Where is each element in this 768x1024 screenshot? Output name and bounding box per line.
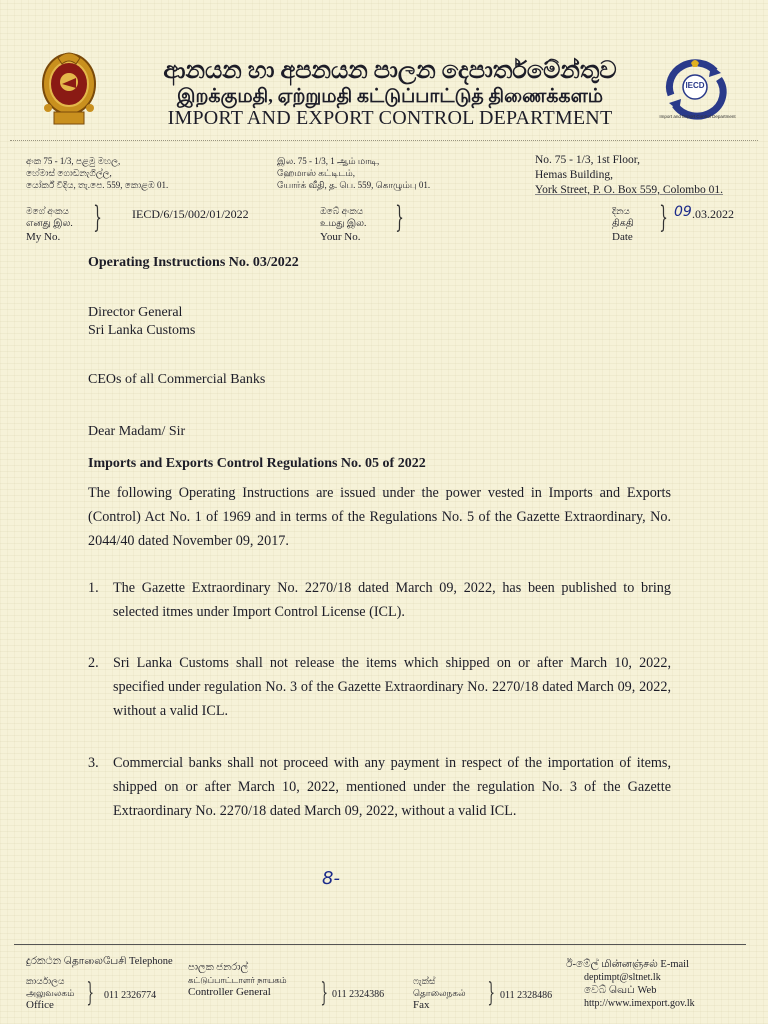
footer-controller-labels bbox=[188, 962, 328, 998]
date-labels bbox=[612, 205, 662, 244]
address-tamil-line: இல. 75 - 1/3, 1 ஆம் மாடி, bbox=[277, 156, 380, 166]
fax-label-tamil: தொலைநகல் bbox=[413, 988, 466, 998]
date-value: .03.2022 bbox=[692, 207, 734, 221]
my-no-label-tamil: எனது இல. bbox=[26, 219, 73, 229]
subject-line: Imports and Exports Control Regulations No. 05 of 2022 bbox=[88, 456, 426, 471]
date-label-tamil: திகதி bbox=[612, 219, 634, 229]
date-label-english: Date bbox=[612, 231, 633, 243]
address-english-line: No. 75 - 1/3, 1st Floor, bbox=[535, 154, 640, 166]
footer-fax-labels bbox=[413, 975, 493, 1011]
footer-telephone-label: දුරකථන தொலைபேசி Telephone bbox=[26, 956, 173, 967]
recipient-ceos: CEOs of all Commercial Banks bbox=[88, 372, 266, 387]
instruction-item-2-text: Sri Lanka Customs shall not release the items which shipped on or after March 10, 2022, specified under regulation No. 3 of the Gazette Extraordinary No. 2270/18 dated March 09, 2022, without a valid ICL. bbox=[113, 655, 671, 719]
date-brace: } bbox=[659, 200, 668, 235]
office-brace: } bbox=[86, 978, 94, 1008]
salutation: Dear Madam/ Sir bbox=[88, 424, 186, 439]
recipient-line: Director General bbox=[88, 305, 183, 320]
address-english-line: Hemas Building, bbox=[535, 169, 613, 181]
date-handwritten-day: 09 bbox=[674, 204, 692, 220]
office-label-english: Office bbox=[26, 999, 54, 1011]
department-title-english: IMPORT AND EXPORT CONTROL DEPARTMENT bbox=[167, 107, 613, 129]
address-sinhala-line: යෝර්ක් වීදිය, තැ.පෙ. 559, කොළඹ 01. bbox=[26, 180, 169, 190]
web-label: වෙබ් வெப் Web bbox=[584, 985, 657, 996]
department-title-sinhala: ආනයන හා අපනයන පාලන දෙපාර්තමේන්තුව bbox=[163, 58, 617, 84]
instruction-item-3-text: Commercial banks shall not proceed with any payment in respect of the importation of items, shipped on or after March 10, 2022, mentioned under the regulation No. 3 of the Gazette Extraordinary No. 2270/18 dated March 09, 2022, without a valid ICL. bbox=[113, 755, 671, 819]
recipient-line: Sri Lanka Customs bbox=[88, 323, 196, 338]
your-no-brace: } bbox=[395, 200, 404, 235]
office-label-tamil: அலுவலகம் bbox=[26, 988, 75, 998]
address-sinhala-line: හේමාස් ගොඩනැගිල්ල, bbox=[26, 168, 112, 178]
office-phone-number: 011 2326774 bbox=[104, 990, 157, 1001]
my-no-label-english: My No. bbox=[26, 231, 61, 243]
my-no-value: IECD/6/15/002/01/2022 bbox=[132, 207, 249, 221]
iecd-logo-caption: Import and Export Control Department bbox=[659, 114, 736, 119]
address-tamil-line: யோர்க் வீதி, த. பெ. 559, கொழும்பு 01. bbox=[277, 180, 431, 190]
my-no-labels bbox=[26, 205, 96, 244]
web-link[interactable]: http://www.imexport.gov.lk bbox=[584, 998, 695, 1009]
address-english-line: York Street, P. O. Box 559, Colombo 01. bbox=[535, 184, 723, 196]
email-link[interactable]: deptimpt@sltnet.lk bbox=[584, 972, 661, 983]
instruction-item-3-number: 3. bbox=[88, 755, 99, 771]
controller-label-english: Controller General bbox=[188, 986, 271, 998]
address-english bbox=[535, 153, 765, 198]
controller-brace: } bbox=[320, 978, 328, 1008]
fax-label-sinhala: ෆැක්ස් bbox=[413, 976, 436, 986]
address-sinhala-line: අංක 75 - 1/3, පළමු මහල, bbox=[26, 156, 121, 166]
fax-number: 011 2328486 bbox=[500, 990, 553, 1001]
your-no-label-sinhala: ඔබේ අංකය bbox=[320, 206, 364, 216]
controller-label-sinhala: පාලක ජනරාල් bbox=[188, 962, 249, 973]
office-label-sinhala: කාර්යාලය bbox=[26, 976, 65, 986]
fax-label-english: Fax bbox=[413, 999, 430, 1011]
recipient-director-general bbox=[88, 304, 195, 340]
my-no-brace: } bbox=[93, 200, 102, 235]
letter-heading: Operating Instructions No. 03/2022 bbox=[88, 255, 299, 270]
address-tamil-line: ஹேமாஸ் கட்டிடம், bbox=[277, 168, 356, 178]
intro-paragraph: The following Operating Instructions are issued under the power vested in Imports and Exports (Control) Act No. 1 of 1969 and in terms of the Regulations No. 5 of the Gazette Extraordinary, No. 2044/40 dated November 09, 2017. bbox=[88, 485, 671, 549]
controller-phone-number: 011 2324386 bbox=[332, 989, 385, 1000]
your-no-labels bbox=[320, 205, 400, 244]
date-label-sinhala: දිනය bbox=[612, 206, 630, 216]
address-tamil bbox=[277, 155, 497, 191]
controller-label-tamil: கட்டுப்பாட்டாளர் நாயகம் bbox=[188, 975, 287, 985]
footer-contact-block bbox=[566, 958, 761, 1010]
instruction-item-2-number: 2. bbox=[88, 655, 99, 671]
sri-lanka-emblem-logo bbox=[40, 48, 98, 128]
footer-divider bbox=[14, 944, 746, 945]
instruction-item-1-text: The Gazette Extraordinary No. 2270/18 dated March 09, 2022, has been published to bring selected itmes under Import Control License (ICL). bbox=[113, 580, 671, 620]
address-sinhala bbox=[26, 155, 246, 191]
your-no-label-tamil: உமது இல. bbox=[320, 219, 367, 229]
handwritten-page-mark: 8- bbox=[322, 868, 340, 889]
department-title-tamil: இறக்குமதி, ஏற்றுமதி கட்டுப்பாட்டுத் திணைக்களம் bbox=[176, 86, 603, 107]
fax-brace: } bbox=[487, 978, 495, 1008]
email-label: ඊ-මේල් மின்னஞ்சல் E-mail bbox=[566, 959, 689, 970]
your-no-label-english: Your No. bbox=[320, 231, 361, 243]
iecd-logo-text: IECD bbox=[685, 81, 705, 90]
header-divider bbox=[10, 140, 758, 141]
footer-office-labels bbox=[26, 975, 96, 1011]
my-no-label-sinhala: මගේ අංකය bbox=[26, 206, 69, 216]
instruction-item-1-number: 1. bbox=[88, 580, 99, 596]
